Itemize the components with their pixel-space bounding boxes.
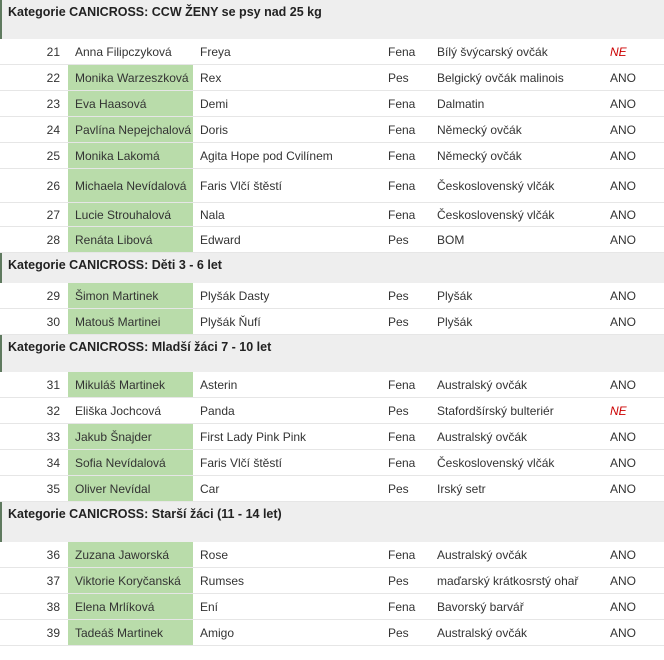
dog-sex: Fena: [388, 377, 416, 392]
start-number: 23: [46, 96, 60, 111]
table-row: [0, 398, 664, 424]
table-row: [0, 424, 664, 450]
start-number: 26: [46, 178, 60, 193]
table-row: [0, 143, 664, 169]
confirmation-status: NE: [610, 44, 627, 59]
handler-name: Monika Warzeszková: [75, 70, 189, 85]
dog-sex: Pes: [388, 573, 409, 588]
dog-sex: Fena: [388, 44, 416, 59]
start-number: 36: [46, 547, 60, 562]
dog-breed: Irský setr: [437, 481, 486, 496]
dog-sex: Fena: [388, 96, 416, 111]
handler-name: Viktorie Koryčanská: [75, 573, 181, 588]
confirmation-status: ANO: [610, 148, 637, 163]
dog-name: Faris Vlčí štěstí: [200, 178, 283, 193]
dog-name: Demi: [200, 96, 229, 111]
confirmation-status: ANO: [610, 96, 637, 111]
dog-breed: Australský ovčák: [437, 625, 528, 640]
category-title: Kategorie CANICROSS: CCW ŽENY se psy nad 25 kg: [8, 5, 322, 19]
handler-name: Šimon Martinek: [75, 288, 159, 303]
table-row: [0, 309, 664, 335]
handler-name: Monika Lakomá: [75, 148, 160, 163]
confirmation-status: ANO: [610, 455, 637, 470]
handler-name: Jakub Šnajder: [75, 429, 152, 444]
dog-sex: Fena: [388, 455, 416, 470]
dog-name: Ení: [200, 599, 219, 614]
start-number: 38: [46, 599, 60, 614]
dog-sex: Fena: [388, 122, 416, 137]
dog-sex: Pes: [388, 288, 409, 303]
dog-sex: Pes: [388, 314, 409, 329]
dog-breed: Československý vlčák: [437, 207, 555, 222]
dog-breed: Australský ovčák: [437, 429, 528, 444]
dog-name: Panda: [200, 403, 235, 418]
dog-breed: BOM: [437, 232, 465, 247]
start-number: 37: [46, 573, 60, 588]
dog-name: Asterin: [200, 377, 238, 392]
start-number: 33: [46, 429, 60, 444]
confirmation-status: NE: [610, 403, 627, 418]
start-number: 21: [46, 44, 60, 59]
start-number: 39: [46, 625, 60, 640]
handler-name: Sofia Nevídalová: [75, 455, 166, 470]
dog-sex: Pes: [388, 70, 409, 85]
dog-name: Rex: [200, 70, 222, 85]
confirmation-status: ANO: [610, 178, 637, 193]
confirmation-status: ANO: [610, 547, 637, 562]
dog-breed: Bavorský barvář: [437, 599, 524, 614]
confirmation-status: ANO: [610, 573, 637, 588]
dog-name: Car: [200, 481, 220, 496]
dog-name: Rumses: [200, 573, 245, 588]
dog-breed: Německý ovčák: [437, 148, 522, 163]
handler-name: Zuzana Jaworská: [75, 547, 170, 562]
table-row: [0, 450, 664, 476]
dog-name: Plyšák Dasty: [200, 288, 270, 303]
dog-breed: maďarský krátkosrstý ohař: [437, 573, 579, 588]
handler-name: Pavlína Nepejchalová: [75, 122, 192, 137]
table-row: [0, 542, 664, 568]
confirmation-status: ANO: [610, 599, 637, 614]
handler-name: Eva Haasová: [75, 96, 147, 111]
handler-name: Anna Filipczyková: [75, 44, 172, 59]
dog-sex: Fena: [388, 599, 416, 614]
handler-name: Lucie Strouhalová: [75, 207, 172, 222]
dog-breed: Československý vlčák: [437, 455, 555, 470]
dog-breed: Československý vlčák: [437, 178, 555, 193]
start-number: 22: [46, 70, 60, 85]
table-row: [0, 203, 664, 227]
dog-sex: Pes: [388, 481, 409, 496]
dog-name: Amigo: [200, 625, 235, 640]
start-number: 32: [46, 403, 60, 418]
table-row: [0, 227, 664, 253]
handler-name: Tadeáš Martinek: [75, 625, 164, 640]
dog-breed: Plyšák: [437, 288, 473, 303]
dog-sex: Pes: [388, 232, 409, 247]
dog-name: Doris: [200, 122, 229, 137]
dog-breed: Bílý švýcarský ovčák: [437, 44, 548, 59]
table-row: [0, 620, 664, 646]
handler-name: Elena Mrlíková: [75, 599, 155, 614]
start-number: 25: [46, 148, 60, 163]
category-header: [0, 253, 664, 283]
dog-name: Edward: [200, 232, 241, 247]
table-row: [0, 594, 664, 620]
start-number: 31: [46, 377, 60, 392]
dog-breed: Plyšák: [437, 314, 473, 329]
table-row: [0, 91, 664, 117]
table-row: [0, 169, 664, 203]
handler-name: Michaela Nevídalová: [75, 178, 187, 193]
category-title: Kategorie CANICROSS: Starší žáci (11 - 14 let): [8, 507, 282, 521]
start-number: 30: [46, 314, 60, 329]
dog-breed: Australský ovčák: [437, 377, 528, 392]
dog-name: First Lady Pink Pink: [200, 429, 307, 444]
confirmation-status: ANO: [610, 288, 637, 303]
dog-name: Freya: [200, 44, 231, 59]
dog-sex: Fena: [388, 148, 416, 163]
dog-sex: Fena: [388, 547, 416, 562]
handler-name: Matouš Martinei: [75, 314, 161, 329]
table-row: [0, 65, 664, 91]
table-row: [0, 117, 664, 143]
dog-sex: Fena: [388, 178, 416, 193]
dog-breed: Stafordšírský bulteriér: [437, 403, 554, 418]
category-title: Kategorie CANICROSS: Děti 3 - 6 let: [8, 258, 222, 272]
dog-sex: Fena: [388, 429, 416, 444]
dog-breed: Dalmatin: [437, 96, 485, 111]
table-row: [0, 476, 664, 502]
dog-sex: Pes: [388, 403, 409, 418]
table-row: [0, 39, 664, 65]
start-number: 28: [46, 232, 60, 247]
category-title: Kategorie CANICROSS: Mladší žáci 7 - 10 let: [8, 340, 272, 354]
confirmation-status: ANO: [610, 207, 637, 222]
confirmation-status: ANO: [610, 429, 637, 444]
dog-name: Plyšák Ňufí: [200, 314, 261, 329]
dog-name: Agita Hope pod Cvilínem: [200, 148, 333, 163]
start-number: 35: [46, 481, 60, 496]
confirmation-status: ANO: [610, 377, 637, 392]
table-row: [0, 372, 664, 398]
handler-name: Eliška Jochcová: [75, 403, 162, 418]
category-header: [0, 335, 664, 372]
confirmation-status: ANO: [610, 232, 637, 247]
category-header: [0, 0, 664, 39]
handler-name: Mikuláš Martinek: [75, 377, 166, 392]
dog-sex: Pes: [388, 625, 409, 640]
start-number: 24: [46, 122, 60, 137]
dog-breed: Belgický ovčák malinois: [437, 70, 564, 85]
confirmation-status: ANO: [610, 625, 637, 640]
dog-name: Faris Vlčí štěstí: [200, 455, 283, 470]
dog-breed: Německý ovčák: [437, 122, 522, 137]
dog-breed: Australský ovčák: [437, 547, 528, 562]
handler-name: Renáta Libová: [75, 232, 153, 247]
category-header: [0, 502, 664, 542]
table-row: [0, 283, 664, 309]
handler-name: Oliver Nevídal: [75, 481, 151, 496]
start-number: 34: [46, 455, 60, 470]
confirmation-status: ANO: [610, 481, 637, 496]
start-number: 29: [46, 288, 60, 303]
table-row: [0, 568, 664, 594]
confirmation-status: ANO: [610, 314, 637, 329]
confirmation-status: ANO: [610, 70, 637, 85]
dog-name: Nala: [200, 207, 225, 222]
dog-name: Rose: [200, 547, 229, 562]
start-number: 27: [46, 207, 60, 222]
dog-sex: Fena: [388, 207, 416, 222]
confirmation-status: ANO: [610, 122, 637, 137]
